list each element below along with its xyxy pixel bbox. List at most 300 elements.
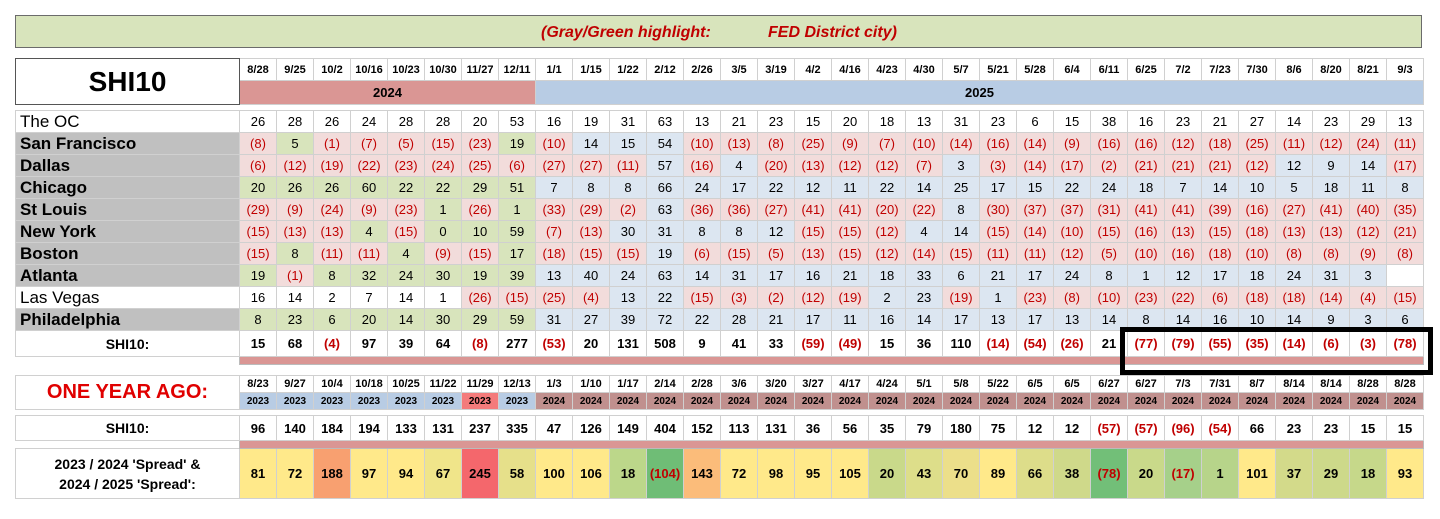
year-ago-shi10-cell: 180 xyxy=(943,416,980,441)
city-value-cell: (12) xyxy=(1313,133,1350,155)
shi10-value-cell: 9 xyxy=(684,331,721,357)
city-value-cell: (33) xyxy=(536,199,573,221)
date-header-cell: 2/12 xyxy=(647,59,684,81)
city-value-cell: (10) xyxy=(684,133,721,155)
spread-value-cell: 98 xyxy=(758,449,795,499)
spread-value-cell: 81 xyxy=(240,449,277,499)
shi10-value-cell: 39 xyxy=(388,331,425,357)
city-value-cell: 17 xyxy=(795,309,832,331)
city-value-cell: (14) xyxy=(1313,287,1350,309)
city-value-cell: 15 xyxy=(610,133,647,155)
city-value-cell: 8 xyxy=(684,221,721,243)
city-value-cell: 10 xyxy=(1239,177,1276,199)
city-row xyxy=(16,199,1424,221)
year-ago-year-cell: 2024 xyxy=(832,393,869,410)
city-value-cell: 6 xyxy=(943,265,980,287)
year-ago-date-cell: 5/8 xyxy=(943,376,980,393)
city-value-cell: (16) xyxy=(1091,133,1128,155)
year-ago-date-cell: 1/17 xyxy=(610,376,647,393)
year-ago-date-cell: 8/23 xyxy=(240,376,277,393)
city-value-cell: 26 xyxy=(277,177,314,199)
city-value-cell: (31) xyxy=(1091,199,1128,221)
city-value-cell: (23) xyxy=(462,133,499,155)
city-value-cell: (13) xyxy=(1165,221,1202,243)
city-value-cell: 29 xyxy=(1350,111,1387,133)
spread-value-cell: 105 xyxy=(832,449,869,499)
city-value-cell: (16) xyxy=(1128,221,1165,243)
city-value-cell: (12) xyxy=(869,243,906,265)
city-value-cell: 8 xyxy=(1387,177,1424,199)
date-header-cell: 11/27 xyxy=(462,59,499,81)
spread-value-cell: 70 xyxy=(943,449,980,499)
year-ago-date-cell: 8/7 xyxy=(1239,376,1276,393)
city-value-cell: 10 xyxy=(1239,309,1276,331)
city-value-cell: (22) xyxy=(906,199,943,221)
city-value-cell: 12 xyxy=(795,177,832,199)
city-value-cell: 21 xyxy=(1202,111,1239,133)
city-value-cell: 7 xyxy=(1165,177,1202,199)
city-value-cell: (2) xyxy=(610,199,647,221)
city-name: Atlanta xyxy=(16,265,240,287)
city-value-cell: 23 xyxy=(277,309,314,331)
shi10-value-cell: (35) xyxy=(1239,331,1276,357)
city-value-cell: (15) xyxy=(832,243,869,265)
city-value-cell xyxy=(1387,265,1424,287)
year-ago-date-cell: 1/3 xyxy=(536,376,573,393)
year-ago-date-cell: 2/28 xyxy=(684,376,721,393)
city-value-cell: (18) xyxy=(1239,287,1276,309)
city-value-cell: 14 xyxy=(277,287,314,309)
year-ago-date-cell: 8/14 xyxy=(1276,376,1313,393)
city-value-cell: 15 xyxy=(795,111,832,133)
city-value-cell: (21) xyxy=(1128,155,1165,177)
year-ago-year-cell: 2024 xyxy=(795,393,832,410)
year-2024-bar: 2024 xyxy=(240,81,536,105)
city-name: St Louis xyxy=(16,199,240,221)
city-value-cell: (9) xyxy=(277,199,314,221)
city-value-cell: 13 xyxy=(906,111,943,133)
city-value-cell: (7) xyxy=(906,155,943,177)
shi10-value-cell: (54) xyxy=(1017,331,1054,357)
city-value-cell: (8) xyxy=(1313,243,1350,265)
spread-label-line1: 2023 / 2024 'Spread' & xyxy=(54,455,201,472)
city-value-cell: 20 xyxy=(240,177,277,199)
city-value-cell: 23 xyxy=(1313,111,1350,133)
city-value-cell: 17 xyxy=(980,177,1017,199)
city-value-cell: 14 xyxy=(1350,155,1387,177)
year-ago-shi10-cell: 12 xyxy=(1054,416,1091,441)
city-value-cell: (7) xyxy=(351,133,388,155)
banner-left-text: (Gray/Green highlight: xyxy=(541,24,711,41)
city-name: Boston xyxy=(16,243,240,265)
city-value-cell: 24 xyxy=(1276,265,1313,287)
year-ago-date-cell: 8/28 xyxy=(1387,376,1424,393)
date-header-cell: 2/26 xyxy=(684,59,721,81)
shi10-value-cell: 21 xyxy=(1091,331,1128,357)
city-value-cell: 15 xyxy=(1054,111,1091,133)
city-value-cell: 29 xyxy=(462,309,499,331)
city-value-cell: 26 xyxy=(240,111,277,133)
city-value-cell: 21 xyxy=(980,265,1017,287)
date-header-cell: 10/16 xyxy=(351,59,388,81)
year-ago-year-cell: 2024 xyxy=(1313,393,1350,410)
city-row xyxy=(16,243,1424,265)
year-ago-date-cell: 4/24 xyxy=(869,376,906,393)
city-value-cell: (6) xyxy=(684,243,721,265)
city-value-cell: (6) xyxy=(499,155,536,177)
date-header-cell: 6/4 xyxy=(1054,59,1091,81)
city-value-cell: (10) xyxy=(1239,243,1276,265)
year-ago-year-cell: 2024 xyxy=(869,393,906,410)
city-value-cell: 4 xyxy=(388,243,425,265)
spread-value-cell: (78) xyxy=(1091,449,1128,499)
city-value-cell: (18) xyxy=(1202,243,1239,265)
year-ago-shi10-cell: 126 xyxy=(573,416,610,441)
city-value-cell: 13 xyxy=(684,111,721,133)
city-value-cell: (25) xyxy=(462,155,499,177)
spread-value-cell: 38 xyxy=(1054,449,1091,499)
shi10-value-cell: 97 xyxy=(351,331,388,357)
date-header-cell: 8/21 xyxy=(1350,59,1387,81)
city-value-cell: (15) xyxy=(499,287,536,309)
spread-value-cell: 18 xyxy=(1350,449,1387,499)
city-value-cell: (12) xyxy=(795,287,832,309)
date-header-cell: 7/30 xyxy=(1239,59,1276,81)
spread-value-cell: 43 xyxy=(906,449,943,499)
city-value-cell: (13) xyxy=(314,221,351,243)
spread-value-cell: 20 xyxy=(1128,449,1165,499)
year-ago-year-cell: 2024 xyxy=(721,393,758,410)
year-ago-shi10-cell: 79 xyxy=(906,416,943,441)
city-value-cell: (21) xyxy=(1165,155,1202,177)
year-ago-year-cell: 2024 xyxy=(1091,393,1128,410)
city-value-cell: 8 xyxy=(1128,309,1165,331)
year-ago-year-cell: 2024 xyxy=(647,393,684,410)
year-ago-year-cell: 2024 xyxy=(1202,393,1239,410)
city-value-cell: (8) xyxy=(758,133,795,155)
city-value-cell: 8 xyxy=(610,177,647,199)
year-ago-year-cell: 2024 xyxy=(980,393,1017,410)
date-header-row xyxy=(16,59,1424,81)
city-value-cell: (8) xyxy=(1276,243,1313,265)
city-value-cell: (15) xyxy=(610,243,647,265)
city-value-cell: 8 xyxy=(314,265,351,287)
spread-value-cell: 188 xyxy=(314,449,351,499)
city-value-cell: (39) xyxy=(1202,199,1239,221)
city-value-cell: (41) xyxy=(832,199,869,221)
date-header-cell: 4/2 xyxy=(795,59,832,81)
city-value-cell: 12 xyxy=(1165,265,1202,287)
city-value-cell: 28 xyxy=(388,111,425,133)
date-header-cell: 6/11 xyxy=(1091,59,1128,81)
year-ago-shi10-cell: 66 xyxy=(1239,416,1276,441)
shi10-value-cell: (59) xyxy=(795,331,832,357)
year-ago-date-row xyxy=(16,376,1424,393)
city-value-cell: 19 xyxy=(573,111,610,133)
date-header-cell: 1/1 xyxy=(536,59,573,81)
city-value-cell: (17) xyxy=(1387,155,1424,177)
spread-value-cell: (17) xyxy=(1165,449,1202,499)
city-value-cell: 27 xyxy=(1239,111,1276,133)
year-ago-year-cell: 2024 xyxy=(1239,393,1276,410)
city-value-cell: (25) xyxy=(536,287,573,309)
city-value-cell: 59 xyxy=(499,221,536,243)
date-header-cell: 7/23 xyxy=(1202,59,1239,81)
city-value-cell: 21 xyxy=(721,111,758,133)
city-value-cell: (25) xyxy=(795,133,832,155)
date-header-cell: 10/2 xyxy=(314,59,351,81)
city-value-cell: 2 xyxy=(869,287,906,309)
city-value-cell: (18) xyxy=(1202,133,1239,155)
city-row xyxy=(16,111,1424,133)
city-value-cell: (15) xyxy=(573,243,610,265)
city-value-cell: 18 xyxy=(869,265,906,287)
city-value-cell: (13) xyxy=(1276,221,1313,243)
city-value-cell: (18) xyxy=(536,243,573,265)
city-value-cell: (13) xyxy=(1313,221,1350,243)
year-ago-year-cell: 2023 xyxy=(240,393,277,410)
year-ago-shi10-cell: (57) xyxy=(1128,416,1165,441)
city-value-cell: (37) xyxy=(1054,199,1091,221)
city-value-cell: 57 xyxy=(647,155,684,177)
spread-value-cell: 20 xyxy=(869,449,906,499)
year-ago-shi10-cell: 15 xyxy=(1350,416,1387,441)
city-value-cell: 17 xyxy=(758,265,795,287)
city-value-cell: (10) xyxy=(536,133,573,155)
city-value-cell: (12) xyxy=(1054,243,1091,265)
year-ago-date-cell: 3/6 xyxy=(721,376,758,393)
city-value-cell: 13 xyxy=(536,265,573,287)
year-ago-shi10-cell: 131 xyxy=(425,416,462,441)
year-ago-year-cell: 2024 xyxy=(1128,393,1165,410)
year-ago-date-cell: 11/22 xyxy=(425,376,462,393)
city-value-cell: 18 xyxy=(1128,177,1165,199)
city-value-cell: (27) xyxy=(1276,199,1313,221)
city-value-cell: (6) xyxy=(240,155,277,177)
spread-value-cell: 94 xyxy=(388,449,425,499)
city-value-cell: 17 xyxy=(1202,265,1239,287)
city-value-cell: (17) xyxy=(1054,155,1091,177)
table-title: SHI10 xyxy=(16,59,240,105)
year-ago-shi10-cell: 184 xyxy=(314,416,351,441)
year-ago-date-cell: 1/10 xyxy=(573,376,610,393)
city-value-cell: (36) xyxy=(684,199,721,221)
year-ago-shi10-cell: 12 xyxy=(1017,416,1054,441)
year-ago-date-cell: 8/14 xyxy=(1313,376,1350,393)
city-value-cell: 14 xyxy=(943,221,980,243)
city-value-cell: 26 xyxy=(314,177,351,199)
city-row xyxy=(16,133,1424,155)
city-value-cell: (11) xyxy=(1017,243,1054,265)
city-value-cell: 33 xyxy=(906,265,943,287)
city-value-cell: (10) xyxy=(906,133,943,155)
city-value-cell: 29 xyxy=(462,177,499,199)
city-value-cell: 24 xyxy=(684,177,721,199)
shi10-value-cell: (14) xyxy=(1276,331,1313,357)
year-ago-date-cell: 2/14 xyxy=(647,376,684,393)
year-ago-date-cell: 7/31 xyxy=(1202,376,1239,393)
city-value-cell: 14 xyxy=(1276,309,1313,331)
city-value-cell: 30 xyxy=(425,309,462,331)
city-value-cell: (27) xyxy=(573,155,610,177)
year-ago-year-cell: 2024 xyxy=(1350,393,1387,410)
city-value-cell: 23 xyxy=(1165,111,1202,133)
city-value-cell: (7) xyxy=(536,221,573,243)
year-ago-shi10-cell: 75 xyxy=(980,416,1017,441)
city-value-cell: 2 xyxy=(314,287,351,309)
shi10-value-cell: (4) xyxy=(314,331,351,357)
year-ago-year-cell: 2023 xyxy=(314,393,351,410)
city-value-cell: (41) xyxy=(1165,199,1202,221)
year-ago-shi10-cell: 47 xyxy=(536,416,573,441)
city-value-cell: 14 xyxy=(573,133,610,155)
city-value-cell: 63 xyxy=(647,199,684,221)
spread-value-cell: 245 xyxy=(462,449,499,499)
city-value-cell: (2) xyxy=(758,287,795,309)
city-value-cell: 12 xyxy=(758,221,795,243)
city-value-cell: 10 xyxy=(462,221,499,243)
city-value-cell: (16) xyxy=(1165,243,1202,265)
date-header-cell: 8/6 xyxy=(1276,59,1313,81)
year-ago-date-cell: 8/28 xyxy=(1350,376,1387,393)
main-table xyxy=(15,58,1424,365)
city-value-cell: (10) xyxy=(1091,287,1128,309)
city-value-cell: (1) xyxy=(314,133,351,155)
date-header-cell: 1/22 xyxy=(610,59,647,81)
city-value-cell: 25 xyxy=(943,177,980,199)
city-value-cell: 16 xyxy=(795,265,832,287)
shi10-value-cell: 20 xyxy=(573,331,610,357)
city-value-cell: 19 xyxy=(462,265,499,287)
spread-value-cell: 95 xyxy=(795,449,832,499)
city-value-cell: (12) xyxy=(1165,133,1202,155)
city-value-cell: 31 xyxy=(647,221,684,243)
city-value-cell: (26) xyxy=(462,287,499,309)
city-value-cell: (27) xyxy=(536,155,573,177)
city-value-cell: 24 xyxy=(388,265,425,287)
city-value-cell: 17 xyxy=(1017,265,1054,287)
year-ago-date-cell: 6/27 xyxy=(1128,376,1165,393)
city-value-cell: (9) xyxy=(351,199,388,221)
city-value-cell: (26) xyxy=(462,199,499,221)
city-value-cell: (21) xyxy=(1202,155,1239,177)
city-value-cell: 22 xyxy=(869,177,906,199)
city-value-cell: (29) xyxy=(240,199,277,221)
date-header-cell: 4/16 xyxy=(832,59,869,81)
year-ago-shi10-row xyxy=(16,416,1424,441)
spread-value-cell: 143 xyxy=(684,449,721,499)
city-value-cell: 22 xyxy=(388,177,425,199)
city-value-cell: 20 xyxy=(832,111,869,133)
year-ago-year-cell: 2024 xyxy=(684,393,721,410)
spread-value-cell: 72 xyxy=(277,449,314,499)
city-value-cell: 14 xyxy=(388,309,425,331)
city-value-cell: (13) xyxy=(573,221,610,243)
city-value-cell: (16) xyxy=(684,155,721,177)
year-ago-shi10-cell: 140 xyxy=(277,416,314,441)
city-value-cell: (14) xyxy=(906,243,943,265)
city-value-cell: (15) xyxy=(240,221,277,243)
city-value-cell: 15 xyxy=(1017,177,1054,199)
city-value-cell: 22 xyxy=(758,177,795,199)
year-ago-year-cell: 2024 xyxy=(1387,393,1424,410)
city-value-cell: (40) xyxy=(1350,199,1387,221)
city-value-cell: (9) xyxy=(425,243,462,265)
city-value-cell: (19) xyxy=(943,287,980,309)
city-value-cell: (22) xyxy=(1165,287,1202,309)
year-ago-shi10-cell: 23 xyxy=(1313,416,1350,441)
year-2025-bar: 2025 xyxy=(536,81,1424,105)
city-value-cell: 26 xyxy=(314,111,351,133)
shi10-value-cell: 131 xyxy=(610,331,647,357)
city-value-cell: 1 xyxy=(425,287,462,309)
city-value-cell: (35) xyxy=(1387,199,1424,221)
city-value-cell: (29) xyxy=(573,199,610,221)
city-value-cell: 27 xyxy=(573,309,610,331)
city-value-cell: (16) xyxy=(980,133,1017,155)
city-value-cell: 51 xyxy=(499,177,536,199)
date-header-cell: 9/25 xyxy=(277,59,314,81)
city-value-cell: 22 xyxy=(647,287,684,309)
city-value-cell: 32 xyxy=(351,265,388,287)
city-value-cell: (15) xyxy=(684,287,721,309)
shi10-value-cell: 41 xyxy=(721,331,758,357)
city-value-cell: 5 xyxy=(277,133,314,155)
city-value-cell: (37) xyxy=(1017,199,1054,221)
shi10-value-cell: (53) xyxy=(536,331,573,357)
separator-bar xyxy=(240,441,1424,449)
city-value-cell: 8 xyxy=(1091,265,1128,287)
city-value-cell: (15) xyxy=(1387,287,1424,309)
city-value-cell: 1 xyxy=(425,199,462,221)
city-value-cell: 17 xyxy=(499,243,536,265)
city-value-cell: 53 xyxy=(499,111,536,133)
city-value-cell: (41) xyxy=(795,199,832,221)
city-value-cell: 30 xyxy=(425,265,462,287)
city-value-cell: (11) xyxy=(1276,133,1313,155)
city-name: The OC xyxy=(16,111,240,133)
city-value-cell: 63 xyxy=(647,265,684,287)
city-value-cell: (11) xyxy=(314,243,351,265)
city-value-cell: (8) xyxy=(1054,287,1091,309)
city-value-cell: 14 xyxy=(1202,177,1239,199)
shi10-value-cell: 15 xyxy=(869,331,906,357)
year-ago-shi10-cell: 131 xyxy=(758,416,795,441)
city-name: Philadelphia xyxy=(16,309,240,331)
shi10-value-cell: (79) xyxy=(1165,331,1202,357)
shi10-value-cell: (78) xyxy=(1387,331,1424,357)
spread-value-cell: 93 xyxy=(1387,449,1424,499)
city-value-cell: (14) xyxy=(1017,221,1054,243)
date-header-cell: 3/5 xyxy=(721,59,758,81)
shi10-value-cell: 36 xyxy=(906,331,943,357)
year-ago-year-cell: 2024 xyxy=(573,393,610,410)
year-ago-shi10-cell: 404 xyxy=(647,416,684,441)
city-value-cell: 4 xyxy=(351,221,388,243)
city-value-cell: 72 xyxy=(647,309,684,331)
city-value-cell: (14) xyxy=(1017,155,1054,177)
city-value-cell: (15) xyxy=(943,243,980,265)
city-value-cell: (16) xyxy=(1128,133,1165,155)
city-value-cell: (11) xyxy=(610,155,647,177)
year-ago-shi10-cell: (96) xyxy=(1165,416,1202,441)
shi10-value-cell: 64 xyxy=(425,331,462,357)
city-value-cell: 18 xyxy=(1239,265,1276,287)
date-header-cell: 5/28 xyxy=(1017,59,1054,81)
spread-value-cell: 101 xyxy=(1239,449,1276,499)
city-value-cell: 39 xyxy=(499,265,536,287)
city-value-cell: (18) xyxy=(1276,287,1313,309)
